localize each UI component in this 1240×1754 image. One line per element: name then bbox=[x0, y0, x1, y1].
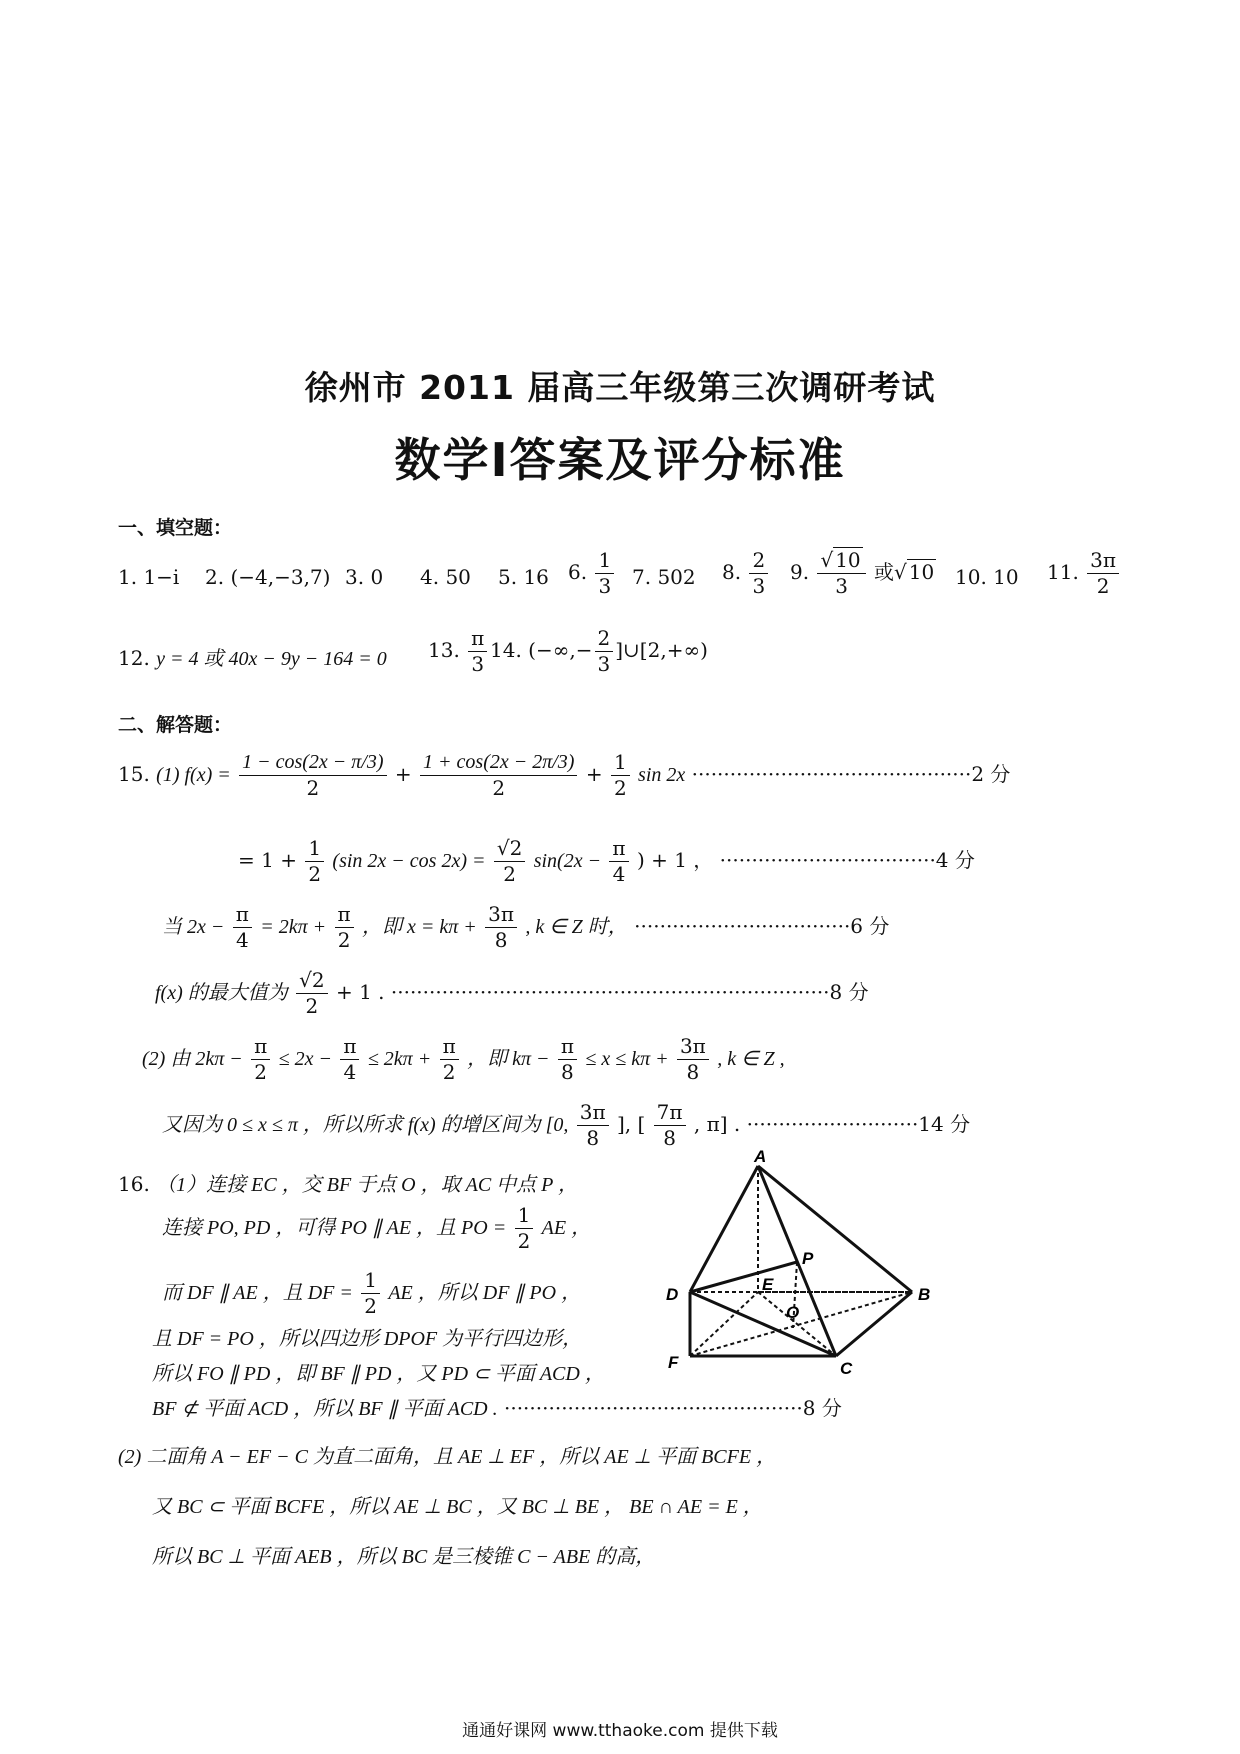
q15-l4-a: f(x) 的最大值为 bbox=[155, 982, 288, 1004]
numerator: √2 bbox=[296, 970, 327, 994]
footer-source: 通通好课网 www.tthaoke.com 提供下载 bbox=[462, 1721, 778, 1741]
q15-l3-c: ，即 x = kπ + bbox=[362, 916, 477, 938]
q15-line-3 bbox=[162, 904, 889, 951]
label-O: O bbox=[786, 1303, 800, 1322]
denominator: 3 bbox=[835, 574, 848, 598]
denominator: 3 bbox=[598, 574, 612, 598]
answer-14-left: (−∞,− bbox=[528, 638, 593, 662]
answer-6-label: 6. bbox=[568, 560, 588, 584]
q15-l6-a: 又因为 0 ≤ x ≤ π ，所以所求 f(x) 的增区间为 [0, bbox=[162, 1114, 569, 1136]
numerator: π bbox=[468, 628, 487, 652]
edge-FB bbox=[690, 1292, 912, 1356]
numerator: π bbox=[440, 1036, 459, 1060]
page-subtitle: 数学Ⅰ答案及评分标准 bbox=[394, 433, 846, 487]
answer-14-fraction bbox=[595, 628, 614, 675]
q15-l2-b: (sin 2x − cos 2x) = bbox=[332, 850, 486, 872]
denominator: 2 bbox=[305, 994, 319, 1018]
numerator: 1 bbox=[595, 550, 614, 574]
fraction bbox=[296, 970, 327, 1017]
answer-8 bbox=[722, 550, 770, 597]
answer-9-or: 或 bbox=[874, 560, 895, 584]
denominator: 2 bbox=[1096, 574, 1110, 598]
score-marker: ·····································································8 分 bbox=[390, 980, 869, 1004]
answer-13-label: 13. bbox=[428, 638, 460, 662]
answer-6 bbox=[568, 550, 616, 597]
label-B: B bbox=[918, 1285, 931, 1304]
q15-l5-b: ≤ 2x − bbox=[278, 1048, 332, 1070]
q15-label: 15. bbox=[118, 762, 150, 786]
fraction bbox=[515, 1205, 534, 1252]
q16-line-1 bbox=[118, 1168, 578, 1197]
fraction bbox=[577, 1102, 609, 1149]
score-marker: ··································4 分 bbox=[719, 848, 975, 872]
numerator: 2 bbox=[595, 628, 614, 652]
numerator: 3π bbox=[577, 1102, 609, 1126]
page-title: 徐州市 2011 届高三年级第三次调研考试 bbox=[304, 368, 936, 407]
q16-line-6 bbox=[152, 1392, 842, 1421]
denominator: 8 bbox=[494, 928, 508, 952]
answer-9: 9. $\frac{√ 10}{3}$ 或√ 10 bbox=[790, 548, 935, 598]
numerator: π bbox=[340, 1036, 359, 1060]
fraction bbox=[654, 1102, 686, 1149]
denominator: 2 bbox=[503, 862, 516, 886]
answer-1: 1. 1−i bbox=[118, 565, 180, 589]
answer-9-alt: 10 bbox=[908, 560, 935, 584]
numerator: 1 bbox=[305, 838, 324, 862]
answer-9-fraction bbox=[817, 550, 865, 597]
fraction bbox=[335, 904, 354, 951]
radicand: 10 bbox=[835, 548, 861, 572]
answer-5: 5. 16 bbox=[498, 565, 549, 589]
denominator: 8 bbox=[686, 1060, 700, 1084]
label-A: A bbox=[754, 1150, 767, 1166]
answer-7: 7. 502 bbox=[632, 565, 696, 589]
q15-l5-f: , k ∈ Z , bbox=[717, 1048, 785, 1070]
fraction bbox=[440, 1036, 459, 1083]
numerator: 3π bbox=[677, 1036, 709, 1060]
q15-line-6 bbox=[162, 1102, 970, 1149]
fraction bbox=[305, 838, 324, 885]
denominator: 2 bbox=[613, 776, 627, 800]
answer-12-text: y = 4 或 40x − 9y − 164 = 0 bbox=[156, 648, 387, 670]
score-marker: ···············································8 分 bbox=[503, 1396, 842, 1420]
q15-line-1 bbox=[118, 752, 1010, 799]
q15-line-5 bbox=[142, 1036, 785, 1083]
fraction bbox=[251, 1036, 270, 1083]
q15-l1-end: sin 2x bbox=[638, 764, 686, 786]
edge-AD bbox=[690, 1166, 758, 1292]
numerator: π bbox=[609, 838, 628, 862]
numerator: 1 bbox=[611, 752, 630, 776]
q15-l5-d: ，即 kπ − bbox=[467, 1048, 550, 1070]
q16-line-9: 所以 BC ⊥ 平面 AEB ，所以 BC 是三棱锥 C − ABE 的高， bbox=[152, 1546, 656, 1568]
q15-l2-a: = 1 + bbox=[238, 848, 297, 872]
numerator: π bbox=[251, 1036, 270, 1060]
q15-l1-frac-1 bbox=[239, 752, 386, 799]
denominator: 4 bbox=[612, 862, 626, 886]
edge-AB bbox=[758, 1166, 912, 1292]
q15-l5-e: ≤ x ≤ kπ + bbox=[585, 1048, 669, 1070]
numerator: 1 + cos(2x − 2π/3) bbox=[420, 752, 577, 776]
denominator: 4 bbox=[343, 1060, 357, 1084]
q15-l3-a: 当 2x − bbox=[162, 916, 225, 938]
answer-4: 4. 50 bbox=[420, 565, 471, 589]
label-D: D bbox=[666, 1285, 679, 1304]
q15-l6-c: , π] . bbox=[693, 1112, 741, 1136]
fraction bbox=[233, 904, 252, 951]
q16-line-8: 又 BC ⊂ 平面 BCFE ，所以 AE ⊥ BC ，又 BC ⊥ BE ， BE ∩ AE = E ， bbox=[152, 1496, 763, 1518]
numerator: 3π bbox=[485, 904, 517, 928]
answer-14-label: 14. bbox=[490, 638, 522, 662]
fraction bbox=[494, 838, 525, 885]
q16-l3-a: 而 DF ∥ AE ，且 DF = bbox=[162, 1282, 353, 1304]
denominator: 2 bbox=[308, 862, 322, 886]
denominator: 2 bbox=[254, 1060, 268, 1084]
q15-l3-b: = 2kπ + bbox=[260, 916, 327, 938]
answer-14-right: ]∪[2,+∞) bbox=[615, 638, 708, 662]
label-P: P bbox=[802, 1249, 814, 1268]
q15-l4-b: + 1 . bbox=[335, 980, 385, 1004]
fraction bbox=[558, 1036, 577, 1083]
numerator: 1 bbox=[515, 1205, 534, 1229]
denominator: 8 bbox=[561, 1060, 574, 1084]
pyramid-figure bbox=[650, 1150, 950, 1380]
q16-l3-b: AE ，所以 DF ∥ PO ， bbox=[388, 1282, 582, 1304]
q15-l5-a: (2) 由 2kπ − bbox=[142, 1048, 243, 1070]
answer-11-fraction bbox=[1087, 550, 1119, 597]
answer-6-fraction bbox=[595, 550, 614, 597]
answer-10: 10. 10 bbox=[955, 565, 1019, 589]
q15-l3-d: , k ∈ Z 时， bbox=[525, 916, 628, 938]
q15-l1-frac-2 bbox=[420, 752, 577, 799]
fraction bbox=[609, 838, 628, 885]
answer-11 bbox=[1047, 550, 1121, 597]
numerator: 2 bbox=[749, 550, 768, 574]
plus-sign: + bbox=[394, 762, 412, 786]
section-heading-solutions: 二、解答题： bbox=[118, 714, 233, 736]
numerator: 1 − cos(2x − π/3) bbox=[239, 752, 386, 776]
q15-l2-d: ) + 1 ， bbox=[636, 848, 714, 872]
q16-line-5: 所以 FO ∥ PD ，即 BF ∥ PD ，又 PD ⊂ 平面 ACD ， bbox=[152, 1363, 605, 1385]
denominator: 4 bbox=[235, 928, 249, 952]
numerator: 1 bbox=[361, 1270, 380, 1294]
denominator: 2 bbox=[306, 776, 320, 800]
score-marker: ··································6 分 bbox=[634, 914, 890, 938]
fraction bbox=[485, 904, 517, 951]
plus-sign: + bbox=[585, 762, 603, 786]
answer-8-label: 8. bbox=[722, 560, 742, 584]
fraction bbox=[677, 1036, 709, 1083]
q16-line-3 bbox=[162, 1270, 581, 1317]
denominator: 8 bbox=[586, 1126, 600, 1150]
fraction bbox=[340, 1036, 359, 1083]
q15-l6-b: ], [ bbox=[616, 1112, 646, 1136]
q16-label: 16. bbox=[118, 1172, 150, 1196]
q16-l1: （1）连接 EC ，交 BF 于点 O ，取 AC 中点 P ， bbox=[156, 1174, 579, 1196]
answer-9-label: 9. bbox=[790, 560, 810, 584]
denominator: 3 bbox=[752, 574, 766, 598]
score-marker: ···························14 分 bbox=[746, 1112, 971, 1136]
denominator: 2 bbox=[442, 1060, 456, 1084]
q15-l1-start: (1) f(x) = bbox=[156, 764, 231, 786]
answer-13-fraction bbox=[468, 628, 487, 675]
numerator: 7π bbox=[654, 1102, 686, 1126]
label-E: E bbox=[762, 1275, 774, 1294]
answer-2: 2. (−4,−3,7) bbox=[205, 565, 331, 589]
fraction bbox=[361, 1270, 380, 1317]
numerator: √2 bbox=[494, 838, 525, 862]
answer-14 bbox=[490, 628, 708, 675]
q16-line-2 bbox=[162, 1205, 591, 1252]
answer-11-label: 11. bbox=[1047, 560, 1079, 584]
section-heading-fill-in: 一、填空题： bbox=[118, 517, 233, 539]
answer-13 bbox=[428, 628, 489, 675]
answer-8-fraction bbox=[749, 550, 768, 597]
q15-line-4 bbox=[155, 970, 869, 1017]
denominator: 8 bbox=[663, 1126, 676, 1150]
denominator: 2 bbox=[364, 1294, 377, 1318]
answer-12 bbox=[118, 642, 387, 671]
q15-l2-c: sin(2x − bbox=[533, 850, 602, 872]
numerator: π bbox=[233, 904, 252, 928]
score-marker: ············································2 分 bbox=[691, 762, 1011, 786]
numerator: 3π bbox=[1087, 550, 1119, 574]
label-C: C bbox=[840, 1359, 853, 1378]
numerator: π bbox=[335, 904, 354, 928]
edge-DP bbox=[690, 1262, 797, 1292]
q15-l5-c: ≤ 2kπ + bbox=[367, 1048, 432, 1070]
denominator: 2 bbox=[337, 928, 351, 952]
numerator: π bbox=[558, 1036, 577, 1060]
denominator: 2 bbox=[492, 776, 506, 800]
answer-12-label: 12. bbox=[118, 646, 150, 670]
denominator: 3 bbox=[597, 652, 611, 676]
q16-line-7: (2) 二面角 A − EF − C 为直二面角，且 AE ⊥ EF ，所以 AE ⊥ 平面 BCFE ， bbox=[118, 1446, 777, 1468]
answer-3: 3. 0 bbox=[345, 565, 384, 589]
denominator: 2 bbox=[517, 1229, 531, 1253]
edge-CB bbox=[836, 1292, 912, 1356]
denominator: 3 bbox=[471, 652, 485, 676]
q15-line-2 bbox=[238, 838, 975, 885]
label-F: F bbox=[668, 1353, 679, 1372]
numerator: √ 10 bbox=[817, 550, 865, 574]
q16-line-4: 且 DF = PO ，所以四边形 DPOF 为平行四边形， bbox=[152, 1328, 583, 1350]
q16-l2-a: 连接 PO, PD ，可得 PO ∥ AE ，且 PO = bbox=[162, 1217, 507, 1239]
q15-l1-frac-3 bbox=[611, 752, 630, 799]
q16-l2-b: AE ， bbox=[541, 1217, 592, 1239]
q16-l6: BF ⊄ 平面 ACD ，所以 BF ∥ 平面 ACD . bbox=[152, 1398, 498, 1420]
